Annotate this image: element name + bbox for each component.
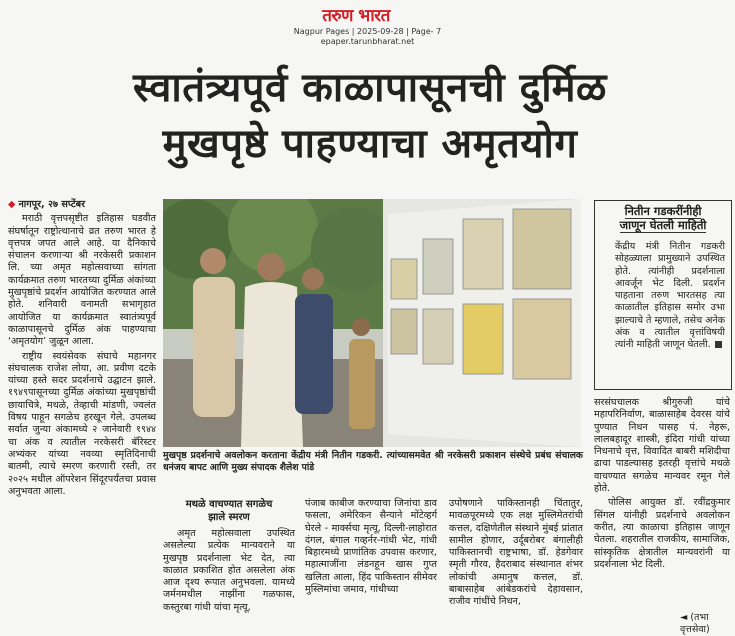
sidebox-title	[595, 201, 731, 232]
photo-caption: मुखपृष्ठ प्रदर्शनाचे अवलोकन करताना केंद्रीय मंत्री नितीन गडकरी. त्यांच्यासमवेत श्री नरकेसरी प्रकाशन संस्थेचे प्रबंध संचालक धनंजय बापट आणि मुख्य संपादक शैलेश पांडे	[163, 450, 583, 474]
article-column-4	[449, 498, 583, 611]
exhibition-photo-illustration	[163, 199, 581, 447]
signoff-text: (तभा वृत्तसेवा)	[680, 612, 710, 635]
sidebox-title-line-1: नितीन गडकरींनीही	[624, 204, 702, 218]
sub-heading-line-1: मथळे वाचण्यात सगळेच	[185, 499, 273, 510]
article-column-3	[305, 498, 437, 598]
paragraph: उपोषणाने पाकिस्तानही चिंतातुर, मावळपूरमध्ये एक लक्ष मुस्लिमेतरांची कत्तल, दक्षिणेतील संस्थाने मुंबई प्रांतात सामील होणार, उर्दूबरोबर बंगालीही पाकिस्तानची राष्ट्रभाषा, डॉ. हेडगेवार स्मृती गौरव, हैदराबाद संस्थानात शंभर लोकांची अमानुष कत्तल, डॉ. बाबासाहेब आंबेडकरांचे देहावसान, राजीव गांधींचे निधन,	[449, 498, 583, 608]
article-column-5	[594, 397, 730, 573]
headline-line-1: स्वातंत्र्यपूर्व काळापासूनची दुर्मिळ	[133, 65, 607, 111]
end-mark-icon	[715, 341, 722, 348]
newspaper-logo[interactable]	[297, 6, 415, 26]
paragraph: राष्ट्रीय स्वयंसेवक संघाचे महानगर संघचालक राजेश लोया, आ. प्रवीण दटके यांच्या हस्ते सदर प्रदर्शनाचे उद्घाटन झाले. १९४९पासूनच्या दुर्मिळ अंकांच्या मुखपृष्ठांची छायाचित्रे, मथळे, तेव्हाची मांडणी, ज्वलंत विषय पाहून सगळेच हरखून गेले. उपलब्ध सर्वात जुन्या अंकामध्ये २ जानेवारी १९४४ चा अंक व त्यातील नरकेसरी बॅरिस्टर अभ्यंकर यांच्या नवव्या स्मृतिदिनाची बातमी, त्याचे स्मरण करणारी रस्ती, तर २०२५ मधील ऑपरेशन सिंदूरपर्यंतचा प्रवास अनुभवता आला.	[8, 350, 156, 497]
logo-text: तरुण भारत	[322, 6, 390, 26]
sidebox-text: केंद्रीय मंत्री नितीन गडकरी सोहळ्याला प्रामुख्याने उपस्थित होते. त्यांनीही प्रदर्शनाला आवर्जून भेट दिली. प्रदर्शन पाहताना तरुण भारतसह त्या काळातील इतिहास समोर उभा झाल्याचे ते म्हणाले, तसेच अनेक अंक व त्यातील वृत्तांविषयी त्यांनी माहिती जाणून घेतली.	[615, 241, 725, 351]
arrow-icon: ◄	[680, 612, 688, 623]
sub-heading-line-2: झाले स्मरण	[208, 512, 250, 523]
epaper-url[interactable]: epaper.tarunbharat.net	[320, 37, 415, 46]
sidebox	[594, 200, 732, 390]
headline-line-2: मुखपृष्ठे पाहण्याचा अमृतयोग	[162, 121, 578, 167]
masthead	[0, 0, 735, 52]
paragraph: पोलिस आयुक्त डॉ. रवींद्रकुमार सिंगल यांनीही प्रदर्शनाचे अवलोकन करीत, त्या काळाचा इतिहास जाणून घेतला. शहरातील राजकीय, सामाजिक, सांस्कृतिक क्षेत्रातील मान्यवरांनी या प्रदर्शनाला भेट दिली.	[594, 497, 730, 570]
paragraph: अमृत महोत्सवाला उपस्थित असलेल्या प्रत्येक मान्यवराने या मुखपृष्ठ प्रदर्शनाला भेट देत, त्या काळात प्रकाशित होत असलेला अंक आज दृश्य रूपात अनुभवला. यामध्ये जर्मनमधील नाझींना गळफास, कस्तुरबा गांधी यांचा मृत्यू,	[163, 528, 295, 613]
paragraph: सरसंघचालक श्रीगुरुजी यांचे महापरिनिर्वाण, बाळासाहेब देवरस यांचे पुण्यात निधन पासह पं. नेहरू, लालबहादूर शास्त्री, इंदिरा गांधी यांच्या निधनाचे वृत्त, विवादित बाबरी मशिदीचा ढाचा पाडल्यासह इतरही वृत्तांचे मथळे वाचण्यात सगळेच मान्यवर रमून गेले होते.	[594, 397, 730, 495]
article-column-2	[163, 528, 295, 616]
sidebox-title-line-2: जाणून घेतली माहिती	[619, 218, 707, 232]
sub-heading	[163, 498, 295, 524]
news-photo	[163, 199, 581, 447]
dateline-diamond-icon: ◆	[8, 199, 16, 210]
byline-signoff	[680, 612, 735, 636]
paragraph: पंजाब काबीज करण्याचा जिनांचा डाव फसला, अमेरिकन सैन्याने मोंटेव्हर्ग घेरले - मार्क्सचा मृत्यू, दिल्ली-लाहोरात दंगल, बंगाल गव्हर्नर-गांधी भेट, गांधी बिहारमध्ये प्राणांतिक उपवास करणार, महात्माजींना लंडनहून खास गुप्त खलिता आला, हिंद पाकिस्तान सीमेवर मुस्लिमांचा जमाव, गांधीच्या	[305, 498, 437, 596]
dateline: नागपूर, २७ सप्टेंबर	[18, 199, 86, 210]
sidebox-body	[615, 241, 725, 352]
article-column-1	[8, 199, 156, 500]
page-info: Nagpur Pages | 2025-09-28 | Page- 7	[293, 27, 442, 36]
paragraph: मराठी वृत्तपसृष्टीत इतिहास घडवीत संघर्षातून राष्ट्रोत्थानाचे व्रत तरुण भारत हे वृत्तपत्र जपत आले आहे. या दैनिकाचे संचालन करणाऱ्या श्री नरकेसरी प्रकाशन लि. च्या अमृत महोत्सवाच्या सांगता कार्यक्रमात तरुण भारतच्या दुर्मिळ अंकांच्या मुखपृष्ठांचे प्रदर्शन आयोजित करण्यात आले होते. शनिवारी वनामती सभागृहात आयोजित या कार्यक्रमात स्वातंत्र्यपूर्व काळापासूनचे दुर्मिळ अंक पाहण्याचा ‘अमृतयोग’ जुळून आला.	[8, 213, 156, 348]
